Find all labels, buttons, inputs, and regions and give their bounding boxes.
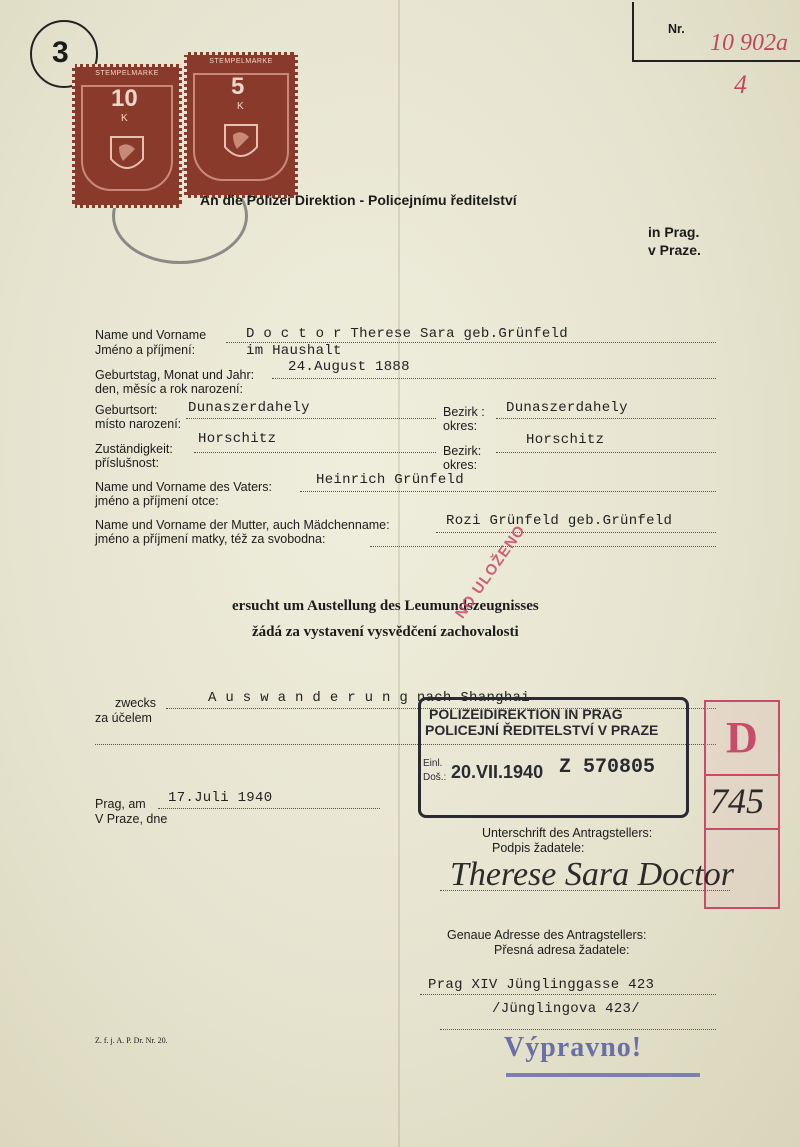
- stamp-value: 5: [231, 73, 245, 100]
- police-stamp-dos: Doš.:: [423, 772, 447, 783]
- father-label-de: Name und Vorname des Vaters:: [95, 480, 272, 494]
- addressee-line: An die Polizei Direktion - Policejnímu ředitelství: [200, 192, 517, 208]
- mother-dotline-2: [370, 546, 716, 547]
- police-stamp-line2: POLICEJNÍ ŘEDITELSTVÍ V PRAZE: [425, 722, 659, 738]
- lion-emblem-icon: [105, 131, 149, 179]
- vypravno-underline: [506, 1073, 700, 1077]
- district-dotline: [496, 418, 716, 419]
- father-label-cz: jméno a příjmení otce:: [95, 494, 219, 508]
- district2-value: Horschitz: [526, 432, 605, 448]
- police-receipt-stamp: [418, 697, 689, 818]
- address-line2: /Jünglingova 423/: [492, 1001, 640, 1017]
- date-label-cz: V Praze, dne: [95, 812, 168, 826]
- nr-value: 10 902a: [710, 30, 788, 56]
- number-box: [632, 2, 800, 62]
- addressee-city-de: in Prag.: [648, 224, 700, 240]
- domicile-dotline: [194, 452, 436, 453]
- revenue-stamp-5: [184, 52, 298, 198]
- mother-label-cz: jméno a příjmení matky, též za svobodna:: [95, 532, 326, 546]
- name-label-de: Name und Vorname: [95, 328, 207, 342]
- domicile-label-cz: příslušnost:: [95, 456, 159, 470]
- district2-label-de: Bezirk:: [443, 444, 482, 458]
- address-dotline-2: [440, 1029, 716, 1030]
- paper-fold: [398, 0, 400, 1147]
- signature: Therese Sara Doctor: [450, 856, 734, 893]
- nr-sub: 4: [734, 70, 747, 99]
- date-label-de: Prag, am: [95, 797, 146, 811]
- birthplace-value: Dunaszerdahely: [188, 400, 310, 416]
- stamp-value: 10: [111, 85, 138, 112]
- police-stamp-date: 20.VII.1940: [451, 762, 544, 782]
- red-box-letter: D: [726, 713, 758, 762]
- stamp-top-text: STEMPELMARKE: [209, 58, 273, 65]
- police-stamp-einl: Einl.: [423, 758, 443, 769]
- red-box-handwritten: 745: [710, 781, 764, 821]
- address-label-cz: Přesná adresa žadatele:: [494, 943, 630, 957]
- form-code: Z. f. j. A. P. Dr. Nr. 20.: [95, 1036, 168, 1045]
- address-label-de: Genaue Adresse des Antragstellers:: [447, 928, 647, 942]
- mother-label-de: Name und Vorname der Mutter, auch Mädchenname:: [95, 518, 390, 532]
- circled-number-text: 3: [52, 36, 69, 69]
- addressee-city-cz: v Praze.: [648, 242, 701, 258]
- stamp-unit: K: [237, 101, 244, 112]
- stamp-top-text: STEMPELMARKE: [95, 70, 159, 77]
- signature-label-de: Unterschrift des Antragstellers:: [482, 826, 653, 840]
- birthplace-label-cz: místo narození:: [95, 417, 182, 431]
- birth-label-de: Geburtstag, Monat und Jahr:: [95, 368, 255, 382]
- vypravno-stamp: Výpravno!: [504, 1032, 643, 1063]
- red-box-divider: [706, 828, 778, 830]
- purpose-label-de: zwecks: [115, 696, 156, 710]
- birth-label-cz: den, měsíc a rok narození:: [95, 382, 243, 396]
- purpose-value: A u s w a n d e r u n g nach Shanghai: [208, 690, 530, 706]
- domicile-value: Horschitz: [198, 431, 277, 447]
- name-value-2: im Haushalt: [246, 343, 342, 359]
- red-diagonal-stamp: NO ULOŽENO: [452, 521, 530, 622]
- police-stamp-number: Z 570805: [559, 756, 656, 779]
- address-dotline: [420, 994, 716, 995]
- lion-emblem-icon: [219, 119, 263, 167]
- district-label-cz: okres:: [443, 419, 478, 433]
- domicile-label-de: Zuständigkeit:: [95, 442, 173, 456]
- request-line-de: ersucht um Austellung des Leumundszeugnisses: [232, 598, 539, 614]
- birthplace-dotline: [186, 418, 436, 419]
- police-stamp-line1: POLIZEIDIREKTION IN PRAG: [429, 706, 623, 722]
- revenue-stamp-10: [72, 64, 182, 208]
- district-value: Dunaszerdahely: [506, 400, 628, 416]
- father-dotline: [300, 491, 716, 492]
- birthplace-label-de: Geburtsort:: [95, 403, 158, 417]
- name-label-cz: Jméno a příjmení:: [95, 343, 196, 357]
- request-line-cz: žádá za vystavení vysvědčení zachovalosti: [252, 624, 519, 640]
- birth-value: 24.August 1888: [288, 359, 410, 375]
- red-box-divider: [706, 774, 778, 776]
- stamp-unit: K: [121, 113, 128, 124]
- signature-dotline: [440, 890, 730, 891]
- date-dotline: [158, 808, 380, 809]
- district2-dotline: [496, 452, 716, 453]
- mother-value: Rozi Grünfeld geb.Grünfeld: [446, 513, 673, 529]
- purpose-label-cz: za účelem: [95, 711, 152, 725]
- name-value: D o c t o r Therese Sara geb.Grünfeld: [246, 326, 568, 342]
- birth-dotline: [272, 378, 716, 379]
- mother-dotline: [436, 532, 716, 533]
- signature-label-cz: Podpis žadatele:: [492, 841, 585, 855]
- father-value: Heinrich Grünfeld: [316, 472, 464, 488]
- date-value: 17.Juli 1940: [168, 790, 273, 806]
- address-line1: Prag XIV Jünglinggasse 423: [428, 977, 655, 993]
- nr-label: Nr.: [668, 22, 685, 36]
- district2-label-cz: okres:: [443, 458, 478, 472]
- district-label-de: Bezirk :: [443, 405, 485, 419]
